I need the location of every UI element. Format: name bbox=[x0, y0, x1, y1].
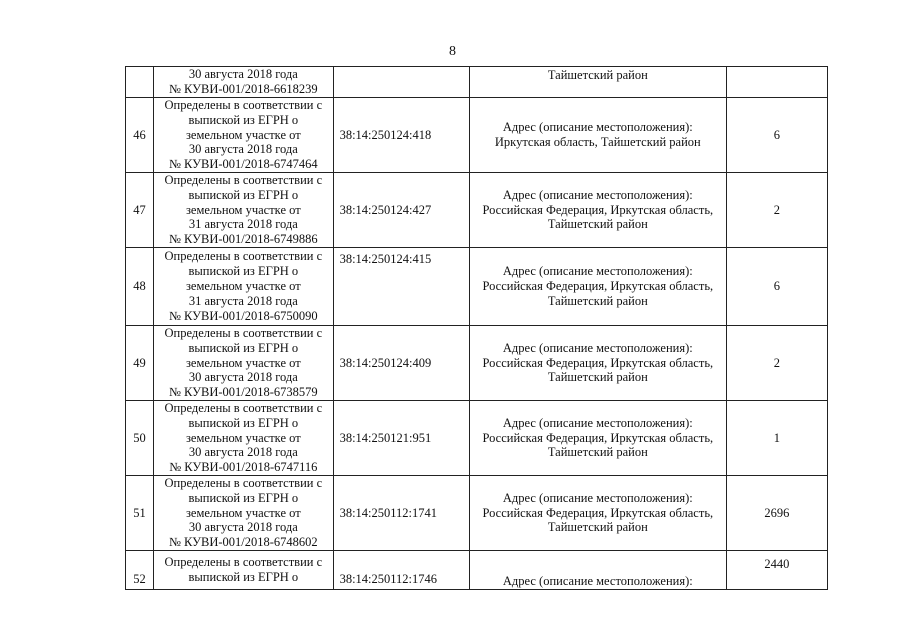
address-cell: Адрес (описание местоположения): Российская Федерация, Иркутская область, Тайшетский район bbox=[469, 400, 726, 475]
address-cell: Адрес (описание местоположения): Российская Федерация, Иркутская область, Тайшетский район bbox=[469, 172, 726, 247]
row-number: 50 bbox=[126, 400, 154, 475]
table-row bbox=[126, 400, 828, 475]
area-cell: 2 bbox=[726, 172, 827, 247]
table-row bbox=[126, 475, 828, 550]
basis-cell: Определены в соответствии с выпиской из ЕГРН о земельном участке от 30 августа 2018 года № КУВИ-001/2018-6738579 bbox=[154, 325, 334, 400]
table-row bbox=[126, 247, 828, 325]
address-cell: Адрес (описание местоположения): Российская Федерация, Иркутская область, Тайшетский район bbox=[469, 475, 726, 550]
cadastral-number-cell bbox=[333, 67, 469, 98]
row-number: 52 bbox=[126, 550, 154, 589]
area-cell: 6 bbox=[726, 247, 827, 325]
address-cell: Адрес (описание местоположения): Иркутская область, Тайшетский район bbox=[469, 98, 726, 173]
table-row bbox=[126, 325, 828, 400]
basis-cell: 30 августа 2018 года № КУВИ-001/2018-6618239 bbox=[154, 67, 334, 98]
basis-cell: Определены в соответствии с выпиской из ЕГРН о земельном участке от 30 августа 2018 года № КУВИ-001/2018-6747116 bbox=[154, 400, 334, 475]
row-number: 46 bbox=[126, 98, 154, 173]
basis-cell: Определены в соответствии с выпиской из ЕГРН о земельном участке от 30 августа 2018 года № КУВИ-001/2018-6747464 bbox=[154, 98, 334, 173]
area-cell: 6 bbox=[726, 98, 827, 173]
page-number: 8 bbox=[449, 44, 456, 59]
address-cell: Адрес (описание местоположения): Российская Федерация, Иркутская область, Тайшетский район bbox=[469, 247, 726, 325]
table-row bbox=[126, 98, 828, 173]
row-number: 48 bbox=[126, 247, 154, 325]
cadastral-number-cell: 38:14:250124:409 bbox=[333, 325, 469, 400]
cadastral-number-cell: 38:14:250124:418 bbox=[333, 98, 469, 173]
cadastral-number-cell: 38:14:250112:1746 bbox=[333, 550, 469, 589]
cadastral-number-cell: 38:14:250112:1741 bbox=[333, 475, 469, 550]
area-cell: 2 bbox=[726, 325, 827, 400]
cadastral-number-cell: 38:14:250121:951 bbox=[333, 400, 469, 475]
address-cell: Адрес (описание местоположения): bbox=[469, 550, 726, 589]
area-cell: 2696 bbox=[726, 475, 827, 550]
basis-cell: Определены в соответствии с выпиской из ЕГРН о земельном участке от 30 августа 2018 года № КУВИ-001/2018-6748602 bbox=[154, 475, 334, 550]
address-cell: Тайшетский район bbox=[469, 67, 726, 98]
table-row bbox=[126, 550, 828, 589]
row-number bbox=[126, 67, 154, 98]
basis-cell: Определены в соответствии с выпиской из ЕГРН о bbox=[154, 550, 334, 589]
area-cell bbox=[726, 67, 827, 98]
area-cell: 1 bbox=[726, 400, 827, 475]
row-number: 49 bbox=[126, 325, 154, 400]
area-cell: 2440 bbox=[726, 550, 827, 589]
basis-cell: Определены в соответствии с выпиской из ЕГРН о земельном участке от 31 августа 2018 года № КУВИ-001/2018-6749886 bbox=[154, 172, 334, 247]
address-cell: Адрес (описание местоположения): Российская Федерация, Иркутская область, Тайшетский район bbox=[469, 325, 726, 400]
table-row bbox=[126, 67, 828, 98]
cadastral-number-cell: 38:14:250124:427 bbox=[333, 172, 469, 247]
basis-cell: Определены в соответствии с выпиской из ЕГРН о земельном участке от 31 августа 2018 года № КУВИ-001/2018-6750090 bbox=[154, 247, 334, 325]
parcel-table bbox=[125, 66, 828, 590]
cadastral-number-cell: 38:14:250124:415 bbox=[333, 247, 469, 325]
row-number: 51 bbox=[126, 475, 154, 550]
row-number: 47 bbox=[126, 172, 154, 247]
table-row bbox=[126, 172, 828, 247]
